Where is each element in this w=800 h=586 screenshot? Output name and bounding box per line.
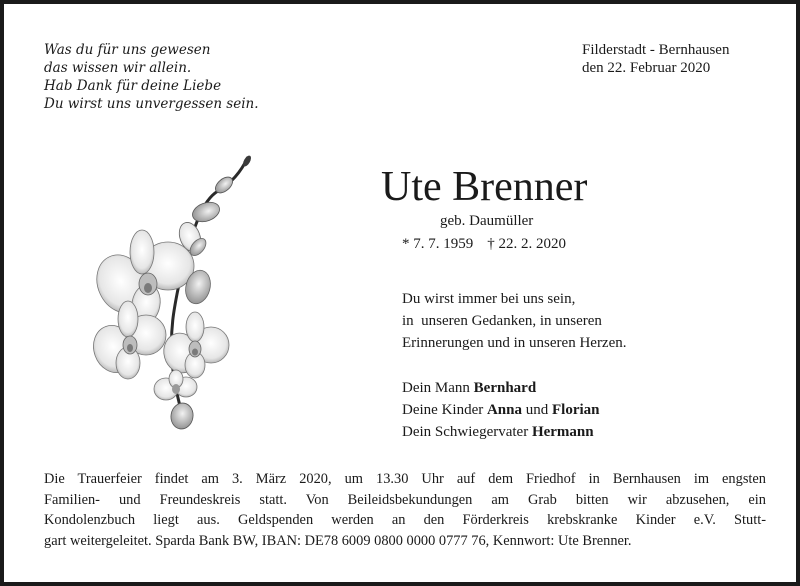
family-line-children [402, 399, 600, 421]
place-date [582, 41, 729, 77]
notice-line: Die Trauerfeier findet am 3. März 2020, um 13.30 Uhr auf dem Friedhof in Bernhausen im engsten [44, 471, 766, 487]
family-relation: Dein Schwiegervater [402, 424, 529, 440]
family-list [402, 377, 600, 443]
poem-line: Was du für uns gewesen [44, 42, 211, 58]
notice-line: gart weitergeleitet. Sparda Bank BW, IBAN: DE78 6009 0800 0000 0777 76, Kennwort: Ute Brenner. [44, 532, 632, 549]
funeral-notice [44, 469, 766, 551]
poem [44, 41, 259, 113]
quote-line: Du wirst immer bei uns sein, [402, 291, 576, 307]
family-member-name: Florian [552, 402, 600, 418]
family-member-name: Bernhard [473, 380, 537, 396]
notice-line: Kondolenzbuch liegt aus. Geldspenden werden an den Förderkreis krebskranke Kinder e.V. Stutt- [44, 512, 766, 528]
life-dates [402, 236, 566, 253]
poem-line: Hab Dank für deine Liebe [44, 78, 222, 94]
orchid-icon [90, 149, 255, 439]
conjunction: und [525, 402, 549, 418]
family-line-husband [402, 377, 600, 399]
quote-line: Erinnerungen und in unseren Herzen. [402, 335, 627, 351]
place: Filderstadt - Bernhausen [582, 42, 730, 58]
family-line-father-in-law [402, 421, 600, 443]
family-relation: Deine Kinder [402, 402, 484, 418]
quote-line: in unseren Gedanken, in unseren [402, 313, 602, 329]
family-relation: Dein Mann [402, 380, 470, 396]
family-member-name: Anna [486, 402, 522, 418]
poem-line: das wissen wir allein. [44, 60, 192, 76]
poem-line: Du wirst uns unvergessen sein. [44, 96, 259, 112]
birth-date: * 7. 7. 1959 [402, 236, 474, 252]
birth-name: geb. Daumüller [440, 213, 534, 229]
deceased-name: Ute Brenner [381, 164, 588, 210]
death-date: † 22. 2. 2020 [487, 236, 566, 252]
family-member-name: Hermann [531, 424, 594, 440]
quote [402, 288, 627, 354]
date: den 22. Februar 2020 [582, 60, 711, 76]
notice-line: Familien- und Freundeskreis statt. Von Beileidsbekundungen am Grab bitten wir abzusehen, ein [44, 491, 766, 508]
